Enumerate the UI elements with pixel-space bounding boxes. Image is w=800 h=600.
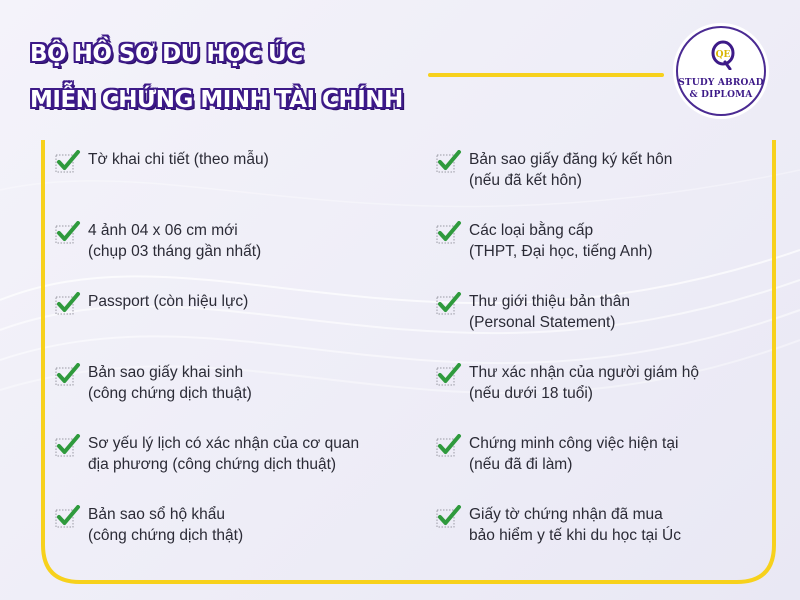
checkmark-icon [55, 292, 81, 316]
item-text-line-1: Bản sao giấy khai sinh [88, 364, 244, 381]
item-text-line-1: Các loại bằng cấp [469, 222, 594, 239]
page-title-line-1: BỘ HỒ SƠ DU HỌC ÚC [30, 41, 303, 67]
checkmark-icon [55, 363, 81, 387]
item-text-line-1: Passport (còn hiệu lực) [88, 293, 249, 310]
item-text-line-1: Thư xác nhận của người giám hộ [469, 364, 699, 381]
item-text-line-1: Sơ yếu lý lịch có xác nhận của cơ quan [88, 435, 360, 452]
checkmark-icon [436, 221, 462, 245]
item-text-line-1: Bản sao sổ hộ khẩu [88, 506, 226, 523]
item-text-line-2: (THPT, Đại học, tiếng Anh) [469, 242, 653, 260]
item-text-line-2: (chụp 03 tháng gần nhất) [88, 242, 262, 260]
checkmark-icon [436, 434, 462, 458]
checkmark-icon [436, 150, 462, 174]
checkmark-icon [55, 150, 81, 174]
logo [676, 26, 766, 116]
checkmark-icon [55, 505, 81, 529]
checkmark-icon [436, 292, 462, 316]
page-title-line-2: MIỄN CHỨNG MINH TÀI CHÍNH [30, 87, 403, 113]
item-text-line-1: Tờ khai chi tiết (theo mẫu) [88, 151, 269, 168]
item-text-line-2: địa phương (công chứng dịch thuật) [88, 455, 337, 473]
item-text-line-1: 4 ảnh 04 x 06 cm mới [88, 222, 238, 239]
checkmark-icon [436, 363, 462, 387]
item-text-line-2: (nếu đã kết hôn) [469, 171, 582, 189]
item-text-line-1: Thư giới thiệu bản thân [469, 293, 631, 310]
item-text-line-1: Bản sao giấy đăng ký kết hôn [469, 151, 673, 168]
item-text-line-1: Giấy tờ chứng nhận đã mua [469, 506, 663, 523]
checkmark-icon [436, 505, 462, 529]
item-text-line-2: (nếu dưới 18 tuổi) [469, 384, 593, 402]
item-text-line-2: (nếu đã đi làm) [469, 455, 573, 473]
item-text-line-2: (công chứng dịch thuật) [88, 384, 252, 402]
logo-mark-text: QE [715, 50, 731, 60]
item-text-line-2: (công chứng dịch thật) [88, 526, 244, 544]
checkmark-icon [55, 221, 81, 245]
logo-mark [711, 40, 735, 70]
item-text-line-1: Chứng minh công việc hiện tại [469, 435, 679, 452]
logo-text-line-2: & DIPLOMA [689, 90, 753, 100]
checkmark-icon [55, 434, 81, 458]
item-text-line-2: bảo hiểm y tế khi du học tại Úc [469, 526, 681, 544]
logo-text-line-1: STUDY ABROAD [678, 78, 764, 88]
item-text-line-2: (Personal Statement) [469, 313, 616, 331]
